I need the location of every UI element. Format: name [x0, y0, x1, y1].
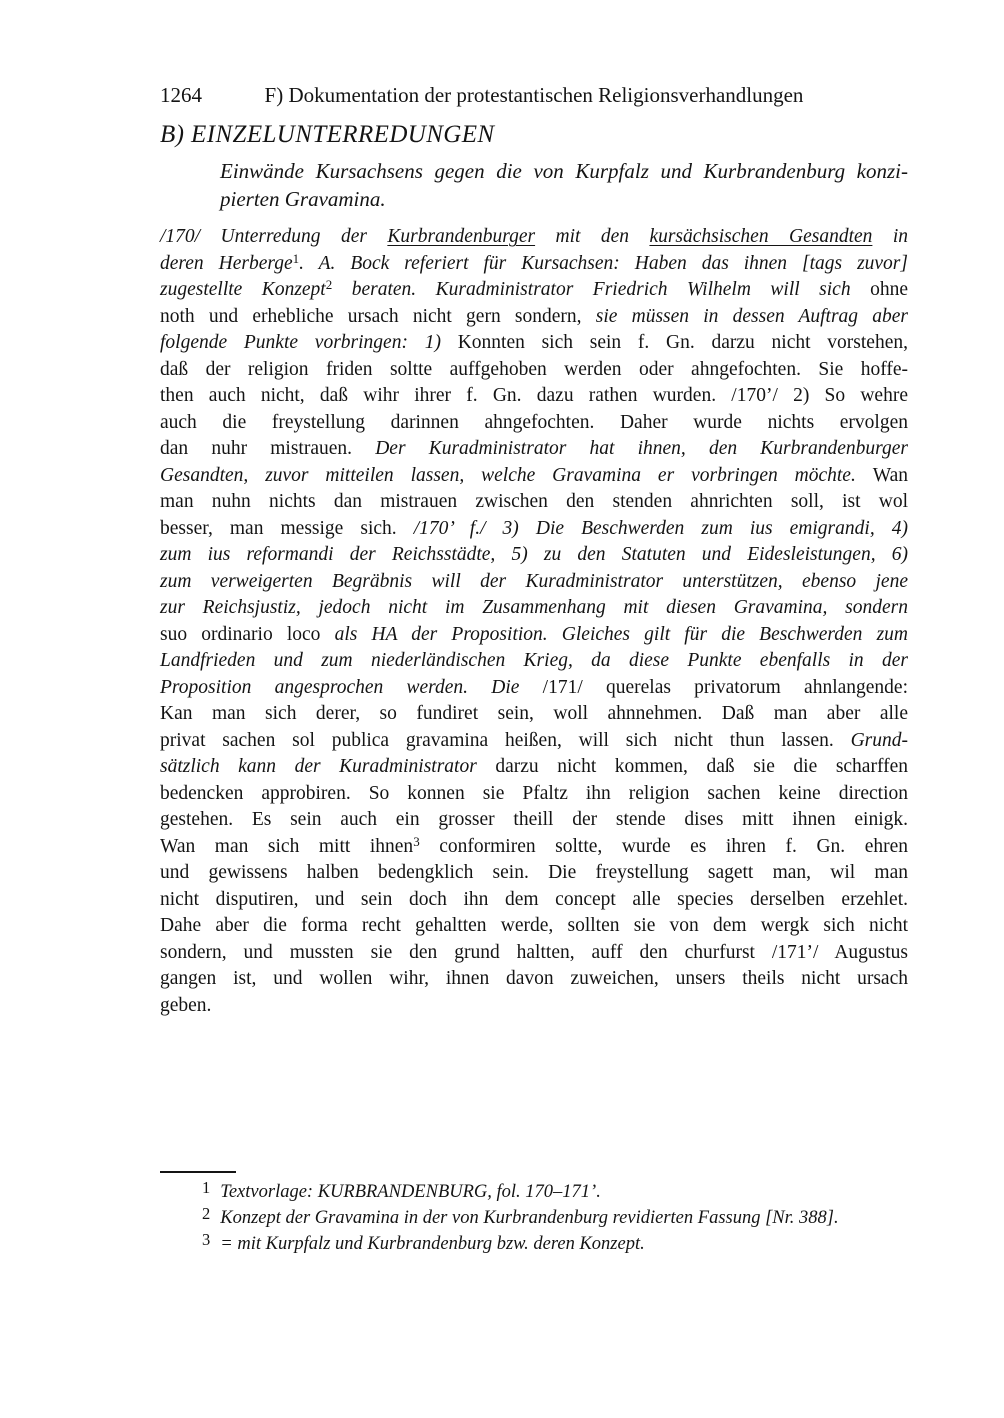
text-run: Proposition angesprochen werden. Die — [160, 676, 543, 698]
text-run: /171/ querelas privatorum ahnlangende: — [542, 676, 909, 698]
text-run: pierten Gravamina. — [220, 187, 386, 211]
text-run: als HA der Proposition. Gleiches gilt für die Beschwerden zum — [334, 623, 908, 645]
text-run: Textvorlage: KURBRANDENBURG, fol. 170–171’. — [220, 1182, 601, 1202]
text-run: Gesandten, zuvor mitteilen lassen, welche Gravamina er vorbringen möchte. — [160, 464, 873, 486]
footnote-item — [160, 1179, 908, 1205]
footnote-ref: 1 — [292, 250, 300, 266]
text-run: nicht disputiren, und sein doch ihn dem concept alle species derselben erzehlet. — [160, 888, 908, 910]
text-run: Konzept der Gravamina in der von Kurbrandenburg revidierten Fassung [Nr. 388]. — [220, 1208, 839, 1228]
text-run: zur Reichsjustiz, jedoch nicht im Zusammenhang mit diesen Gravamina, sondern — [160, 597, 908, 618]
text-run: Grund- — [850, 729, 908, 751]
footnote-item — [160, 1231, 908, 1257]
footnote-separator-rule — [160, 1171, 236, 1173]
text-run: besser, man messige sich. — [160, 517, 414, 539]
text-run: daß der religion friden soltte auffgehoben werden oder ahngefochten. Sie hoffe- — [160, 358, 908, 380]
text-run: sätzlich kann der Kuradministrator — [160, 756, 496, 777]
text-run: then auch nicht, daß wihr ihrer f. Gn. dazu rathen wurden. /170’/ 2) So wehre — [160, 385, 908, 406]
text-run: privat sachen sol publica gravamina heißen, will sich nicht thun lassen. — [160, 729, 851, 751]
text-line — [160, 436, 908, 463]
text-run: zugestellte Konzept — [160, 279, 326, 300]
footnote-text — [220, 1208, 838, 1228]
footnote-number: 2 — [202, 1204, 211, 1223]
text-line — [160, 410, 908, 437]
document-body — [160, 224, 908, 1019]
footnote-number: 3 — [202, 1230, 211, 1249]
text-line — [160, 304, 908, 331]
text-line — [160, 966, 908, 993]
text-run: gestehen. Es sein auch ein grosser theill der stende dises mitt ihnen einigk. — [160, 809, 908, 830]
text-run: noth und erhebliche ursach nicht gern sondern, — [160, 305, 596, 327]
document-subtitle — [220, 157, 908, 213]
footnote-ref: 3 — [413, 833, 420, 849]
text-line — [160, 807, 908, 834]
text-run: Kurbrandenburger — [387, 226, 536, 247]
text-line — [160, 913, 908, 940]
text-line — [220, 157, 908, 185]
text-run: suo ordinario loco — [160, 623, 335, 645]
text-line — [160, 569, 908, 596]
text-run: = mit Kurpfalz und Kurbrandenburg bzw. deren Konzept. — [220, 1234, 645, 1254]
text-line — [160, 940, 908, 967]
running-head — [160, 82, 908, 108]
text-run: /170/ Unterredung der — [160, 226, 388, 247]
text-run: mit den — [535, 226, 650, 247]
text-line — [160, 887, 908, 914]
footnote-number: 1 — [202, 1178, 211, 1197]
text-run: Wan — [872, 464, 908, 486]
text-line — [160, 357, 908, 384]
section-heading: B) EINZELUNTERREDUNGEN — [160, 121, 495, 148]
text-run: auch die freystellung darinnen ahngefochten. Daher wurde nichts ervolgen — [160, 411, 908, 433]
text-run: bedencken approbiren. So konnen sie Pfaltz ihn religion sachen keine direction — [160, 782, 908, 804]
text-run: Landfrieden und zum niederländischen Krieg, da diese Punkte ebenfalls in der — [160, 650, 908, 671]
text-line — [160, 781, 908, 808]
text-run: kursächsischen Gesandten — [649, 226, 873, 247]
text-line — [160, 516, 908, 543]
text-run: darzu nicht kommen, daß sie die scharffen — [495, 756, 908, 777]
running-header-title: F) Dokumentation der protestantischen Religionsverhandlungen — [264, 83, 804, 107]
footnotes-block — [160, 1179, 908, 1257]
footnote-item — [160, 1205, 908, 1231]
text-line — [160, 622, 908, 649]
text-run: ohne — [870, 279, 908, 300]
text-line — [160, 701, 908, 728]
text-line — [160, 648, 908, 675]
text-line — [160, 542, 908, 569]
text-run: zum ius reformandi der Reichsstädte, 5) zu den Statuten und Eidesleistungen, 6) — [160, 544, 908, 565]
text-run: Dahe aber die forma recht gehaltten werde, sollten sie von dem wergk sich nicht — [160, 915, 908, 936]
text-run: folgende Punkte vorbringen: 1) — [160, 332, 458, 353]
page-number: 1264 — [160, 83, 202, 107]
text-run: Der Kuradministrator hat ihnen, den Kurbrandenburger — [375, 438, 908, 459]
footnote-text — [220, 1234, 644, 1254]
text-run: Einwände Kursachsens gegen die von Kurpfalz und Kurbrandenburg konzi- — [220, 159, 908, 183]
text-run: und gewissens halben bedengklich sein. Die freystellung sagett man, wil man — [160, 862, 908, 883]
text-line — [160, 330, 908, 357]
text-run: zum verweigerten Begräbnis will der Kuradministrator unterstützen, ebenso jene — [160, 570, 908, 592]
text-run: man nuhn nichts dan mistrauen zwischen den stenden ahnrichten soll, ist wol — [160, 491, 908, 512]
text-run: Konnten sich sein f. Gn. darzu nicht vorstehen, — [457, 332, 908, 353]
text-line — [160, 383, 908, 410]
text-run: beraten. Kuradministrator Friedrich Wilhelm will sich — [332, 279, 871, 300]
text-line — [160, 860, 908, 887]
text-line — [160, 463, 908, 490]
text-run: gangen ist, und wollen wihr, ihnen davon zuweichen, unsers theils nicht ursach — [160, 968, 908, 989]
text-line — [160, 728, 908, 755]
text-line — [160, 251, 908, 278]
text-line — [160, 489, 908, 516]
text-line — [160, 595, 908, 622]
text-run: sondern, und mussten sie den grund haltten, auff den churfurst /171’/ Augustus — [160, 941, 908, 963]
text-run: Kan man sich derer, so fundiret sein, woll ahnnehmen. Daß man aber alle — [160, 703, 908, 724]
text-line — [160, 834, 908, 861]
text-line — [220, 185, 908, 213]
text-run: in — [872, 226, 908, 247]
text-line — [160, 675, 908, 702]
text-line — [160, 754, 908, 781]
text-run: geben. — [160, 994, 212, 1016]
text-line — [160, 277, 908, 304]
text-line — [160, 993, 908, 1020]
text-run: Wan man sich mitt ihnen — [160, 835, 414, 857]
footnote-ref: 2 — [325, 277, 333, 292]
text-run: conformiren soltte, wurde es ihren f. Gn. ehren — [419, 835, 909, 857]
text-line — [160, 224, 908, 251]
text-run: deren Herberge — [160, 252, 293, 274]
text-run: . A. Bock referiert für Kursachsen: Haben das ihnen [tags zuvor] — [299, 252, 908, 274]
text-run: sie müssen in dessen Auftrag aber — [595, 305, 908, 327]
footnote-text — [220, 1182, 601, 1202]
text-run: dan nuhr mistrauen. — [160, 438, 376, 459]
text-run: /170’ f./ 3) Die Beschwerden zum ius emigrandi, 4) — [413, 517, 908, 539]
